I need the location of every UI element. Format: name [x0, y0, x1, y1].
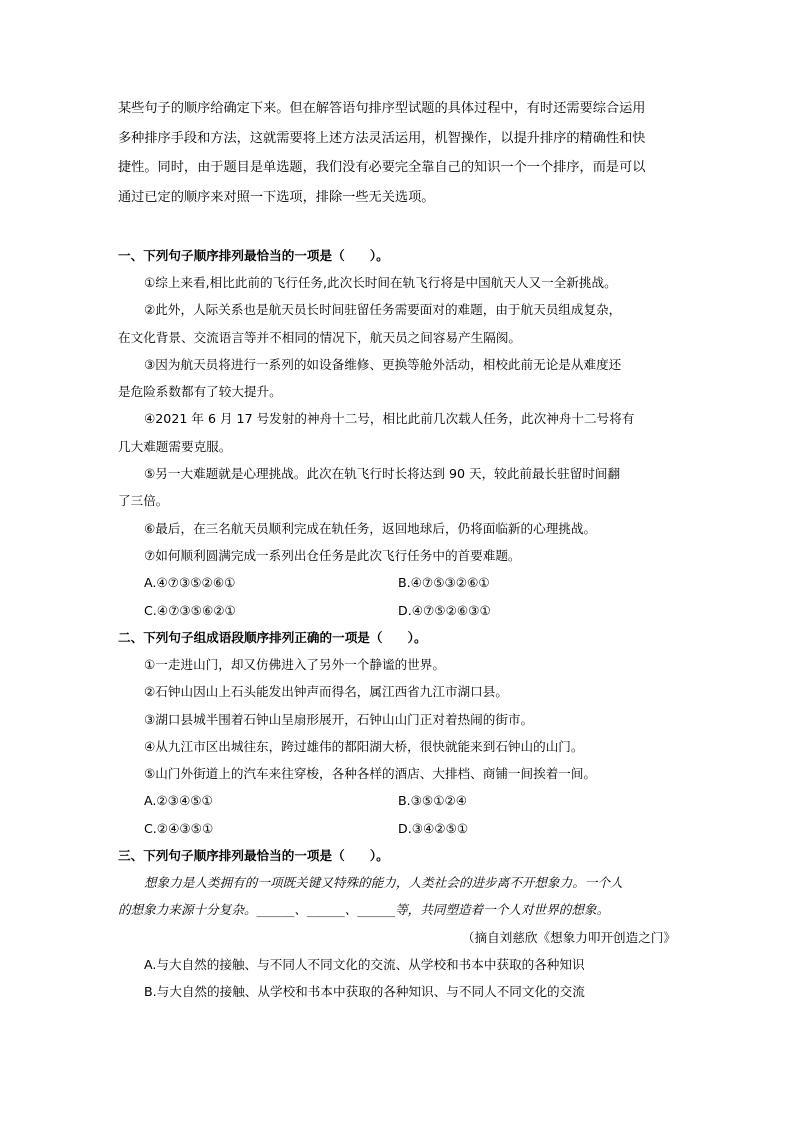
- sentence-line: ④从九江市区出城往东，跨过雄伟的都阳湖大桥，很快就能来到石钟山的山门。: [144, 738, 584, 754]
- intro-paragraph: [118, 94, 678, 212]
- option-d[interactable]: D.④⑦⑤②⑥③①: [398, 602, 491, 618]
- sentence-line: 是危险系数都有了较大提升。: [118, 384, 282, 400]
- sentence-line: ④2021 年 6 月 17 号发射的神舟十二号，相比此前几次载人任务，此次神舟十二号将有: [144, 411, 635, 427]
- sentence-line: ⑦如何顺利圆满完成一系列出仓任务是此次飞行任务中的首要难题。: [144, 547, 521, 563]
- intro-line: 多种排序手段和方法，这就需要将上述方法灵活运用，机智操作，以提升排序的精确性和快: [118, 130, 646, 146]
- source-citation: （摘自刘慈欣《想象力叩开创造之门》: [461, 929, 676, 945]
- sentence-line: ⑥最后，在三名航天员顺利完成在轨任务，返回地球后，仍将面临新的心理挑战。: [144, 520, 597, 536]
- sentence-line: 在文化背景、交流语言等并不相同的情况下，航天员之间容易产生隔阂。: [118, 329, 521, 345]
- intro-line: 捷性。同时，由于题目是单选题，我们没有必要完全靠自己的知识一个一个排序，而是可以: [118, 160, 646, 176]
- option-b[interactable]: B.③⑤①②④: [398, 793, 468, 809]
- question-1-title: 一、下列句子顺序排列最恰当的一项是（ ）。: [118, 248, 389, 263]
- sentence-line: ⑤另一大难题就是心理挑战。此次在轨飞行时长将达到 90 天，较此前最长驻留时间翻: [144, 466, 621, 482]
- intro-line: 通过已定的顺序来对照一下选项，排除一些无关选项。: [118, 189, 435, 205]
- sentence-line: ②石钟山因山上石头能发出钟声而得名，属江西省九江市湖口县。: [144, 684, 508, 700]
- options-row: [118, 569, 688, 596]
- options-row: [118, 597, 688, 624]
- passage-line: 想象力是人类拥有的一项既关键又特殊的能力，人类社会的进步离不开想象力。一个人: [144, 875, 623, 890]
- sentence-line: ①综上来看,相比此前的飞行任务,此次长时间在轨飞行将是中国航天人又一全新挑战。: [144, 275, 617, 290]
- option-a[interactable]: A.与大自然的接触、与不同人不同文化的交流、从学校和书本中获取的各种知识: [144, 956, 585, 972]
- question-2: [118, 625, 688, 842]
- sentence-line: ③因为航天员将进行一系列的如设备维修、更换等舱外活动，相校此前无论是从难度还: [144, 356, 622, 372]
- sentence-line: ⑤山门外街道上的汽车来往穿梭，各种各样的酒店、大排档、商铺一间挨着一间。: [144, 766, 597, 782]
- sentence-line: ③湖口县城半围着石钟山呈扇形展开，石钟山山门正对着热闹的街市。: [144, 711, 534, 727]
- options-row: [118, 787, 688, 814]
- option-b[interactable]: B.④⑦⑤③②⑥①: [398, 575, 490, 591]
- option-b[interactable]: B.与大自然的接触、从学校和书本中获取的各种知识、与不同人不同文化的交流: [144, 984, 585, 1000]
- option-a[interactable]: A.④⑦③⑤②⑥①: [144, 575, 236, 591]
- intro-line: 某些句子的顺序给确定下来。但在解答语句排序型试题的具体过程中，有时还需要综合运用: [118, 101, 646, 116]
- question-1: [118, 243, 688, 624]
- passage-line: 的想象力来源十分复杂。______、______、______等，共同塑造着一个人对世界的想象。: [118, 902, 610, 918]
- question-3-title: 三、下列句子顺序排列最恰当的一项是（ ）。: [118, 848, 389, 863]
- question-3: [118, 843, 688, 1005]
- option-c[interactable]: C.②④③⑤①: [144, 820, 214, 836]
- options-row: [118, 815, 688, 842]
- question-2-title: 二、下列句子组成语段顺序排列正确的一项是（ ）。: [118, 630, 427, 645]
- sentence-line: 了三倍。: [118, 493, 169, 509]
- sentence-line: ②此外，人际关系也是航天员长时间驻留任务需要面对的难题，由于航天员组成复杂，: [144, 302, 622, 318]
- option-c[interactable]: C.④⑦③⑤⑥②①: [144, 602, 236, 618]
- sentence-line: ①一走进山门，却又仿佛进入了另外一个静谧的世界。: [144, 657, 445, 672]
- option-d[interactable]: D.③④②⑤①: [398, 820, 469, 836]
- option-a[interactable]: A.②③④⑤①: [144, 793, 213, 809]
- sentence-line: 几大难题需要克服。: [118, 438, 232, 454]
